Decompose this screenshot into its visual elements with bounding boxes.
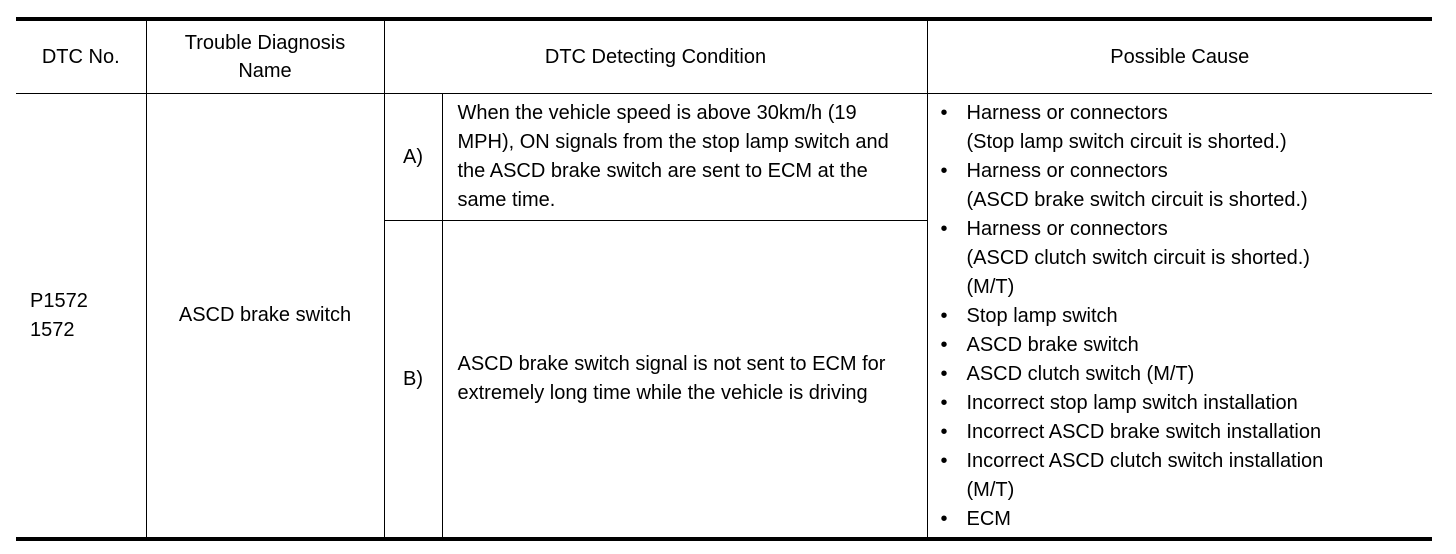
table-row [16, 94, 1432, 221]
list-item [941, 157, 1433, 215]
list-item [941, 215, 1433, 302]
list-item [941, 389, 1433, 418]
cause-text: ECM [966, 508, 1011, 530]
header-trouble-diagnosis-name [146, 19, 384, 94]
condition-label-b: B) [384, 221, 442, 540]
dtc-code-primary: P1572 [30, 289, 88, 312]
bullet-icon: • [940, 421, 948, 443]
list-item [941, 505, 1433, 534]
bullet-icon: • [940, 508, 948, 530]
possible-cause-list [941, 99, 1433, 534]
cause-text: Incorrect ASCD clutch switch installation (M/T) [966, 450, 1324, 501]
cause-text: Harness or connectors [966, 160, 1168, 182]
possible-cause-cell [927, 94, 1432, 540]
condition-label-a: A) [384, 94, 442, 221]
list-item [941, 331, 1433, 360]
header-trouble-diagnosis-name-text: Trouble Diagnosis Name [184, 32, 346, 82]
trouble-diagnosis-name-cell: ASCD brake switch [146, 94, 384, 540]
cause-text: Harness or connectors [966, 102, 1168, 124]
bullet-icon: • [940, 334, 948, 356]
list-item [941, 302, 1433, 331]
bullet-icon: • [940, 450, 948, 472]
dtc-table [16, 17, 1432, 541]
dtc-code-cell [16, 94, 146, 540]
cause-text: ASCD brake switch [966, 334, 1139, 356]
condition-text-b: ASCD brake switch signal is not sent to ECM for extremely long time while the vehicle is driving [442, 221, 927, 540]
cause-detail: (ASCD clutch switch circuit is shorted.) (M/T) [966, 247, 1310, 298]
cause-text: Incorrect ASCD brake switch installation [966, 421, 1322, 443]
bullet-icon: • [940, 160, 948, 182]
bullet-icon: • [940, 305, 948, 327]
header-possible-cause: Possible Cause [927, 19, 1432, 94]
condition-text-a: When the vehicle speed is above 30km/h (19 MPH), ON signals from the stop lamp switch and the ASCD brake switch are sent to ECM at the same time. [442, 94, 927, 221]
header-row [16, 19, 1432, 94]
bullet-icon: • [940, 102, 948, 124]
cause-text: Harness or connectors [966, 218, 1168, 240]
header-dtc-no: DTC No. [16, 19, 146, 94]
list-item [941, 418, 1433, 447]
list-item [941, 447, 1433, 505]
cause-detail: (ASCD brake switch circuit is shorted.) [966, 189, 1308, 211]
bullet-icon: • [940, 218, 948, 240]
bullet-icon: • [940, 392, 948, 414]
cause-text: Stop lamp switch [966, 305, 1118, 327]
bullet-icon: • [940, 363, 948, 385]
header-dtc-detecting-condition: DTC Detecting Condition [384, 19, 927, 94]
cause-detail: (Stop lamp switch circuit is shorted.) [966, 131, 1287, 153]
dtc-code-secondary: 1572 [30, 318, 75, 341]
list-item [941, 360, 1433, 389]
cause-text: ASCD clutch switch (M/T) [966, 363, 1195, 385]
cause-text: Incorrect stop lamp switch installation [966, 392, 1298, 414]
list-item [941, 99, 1433, 157]
